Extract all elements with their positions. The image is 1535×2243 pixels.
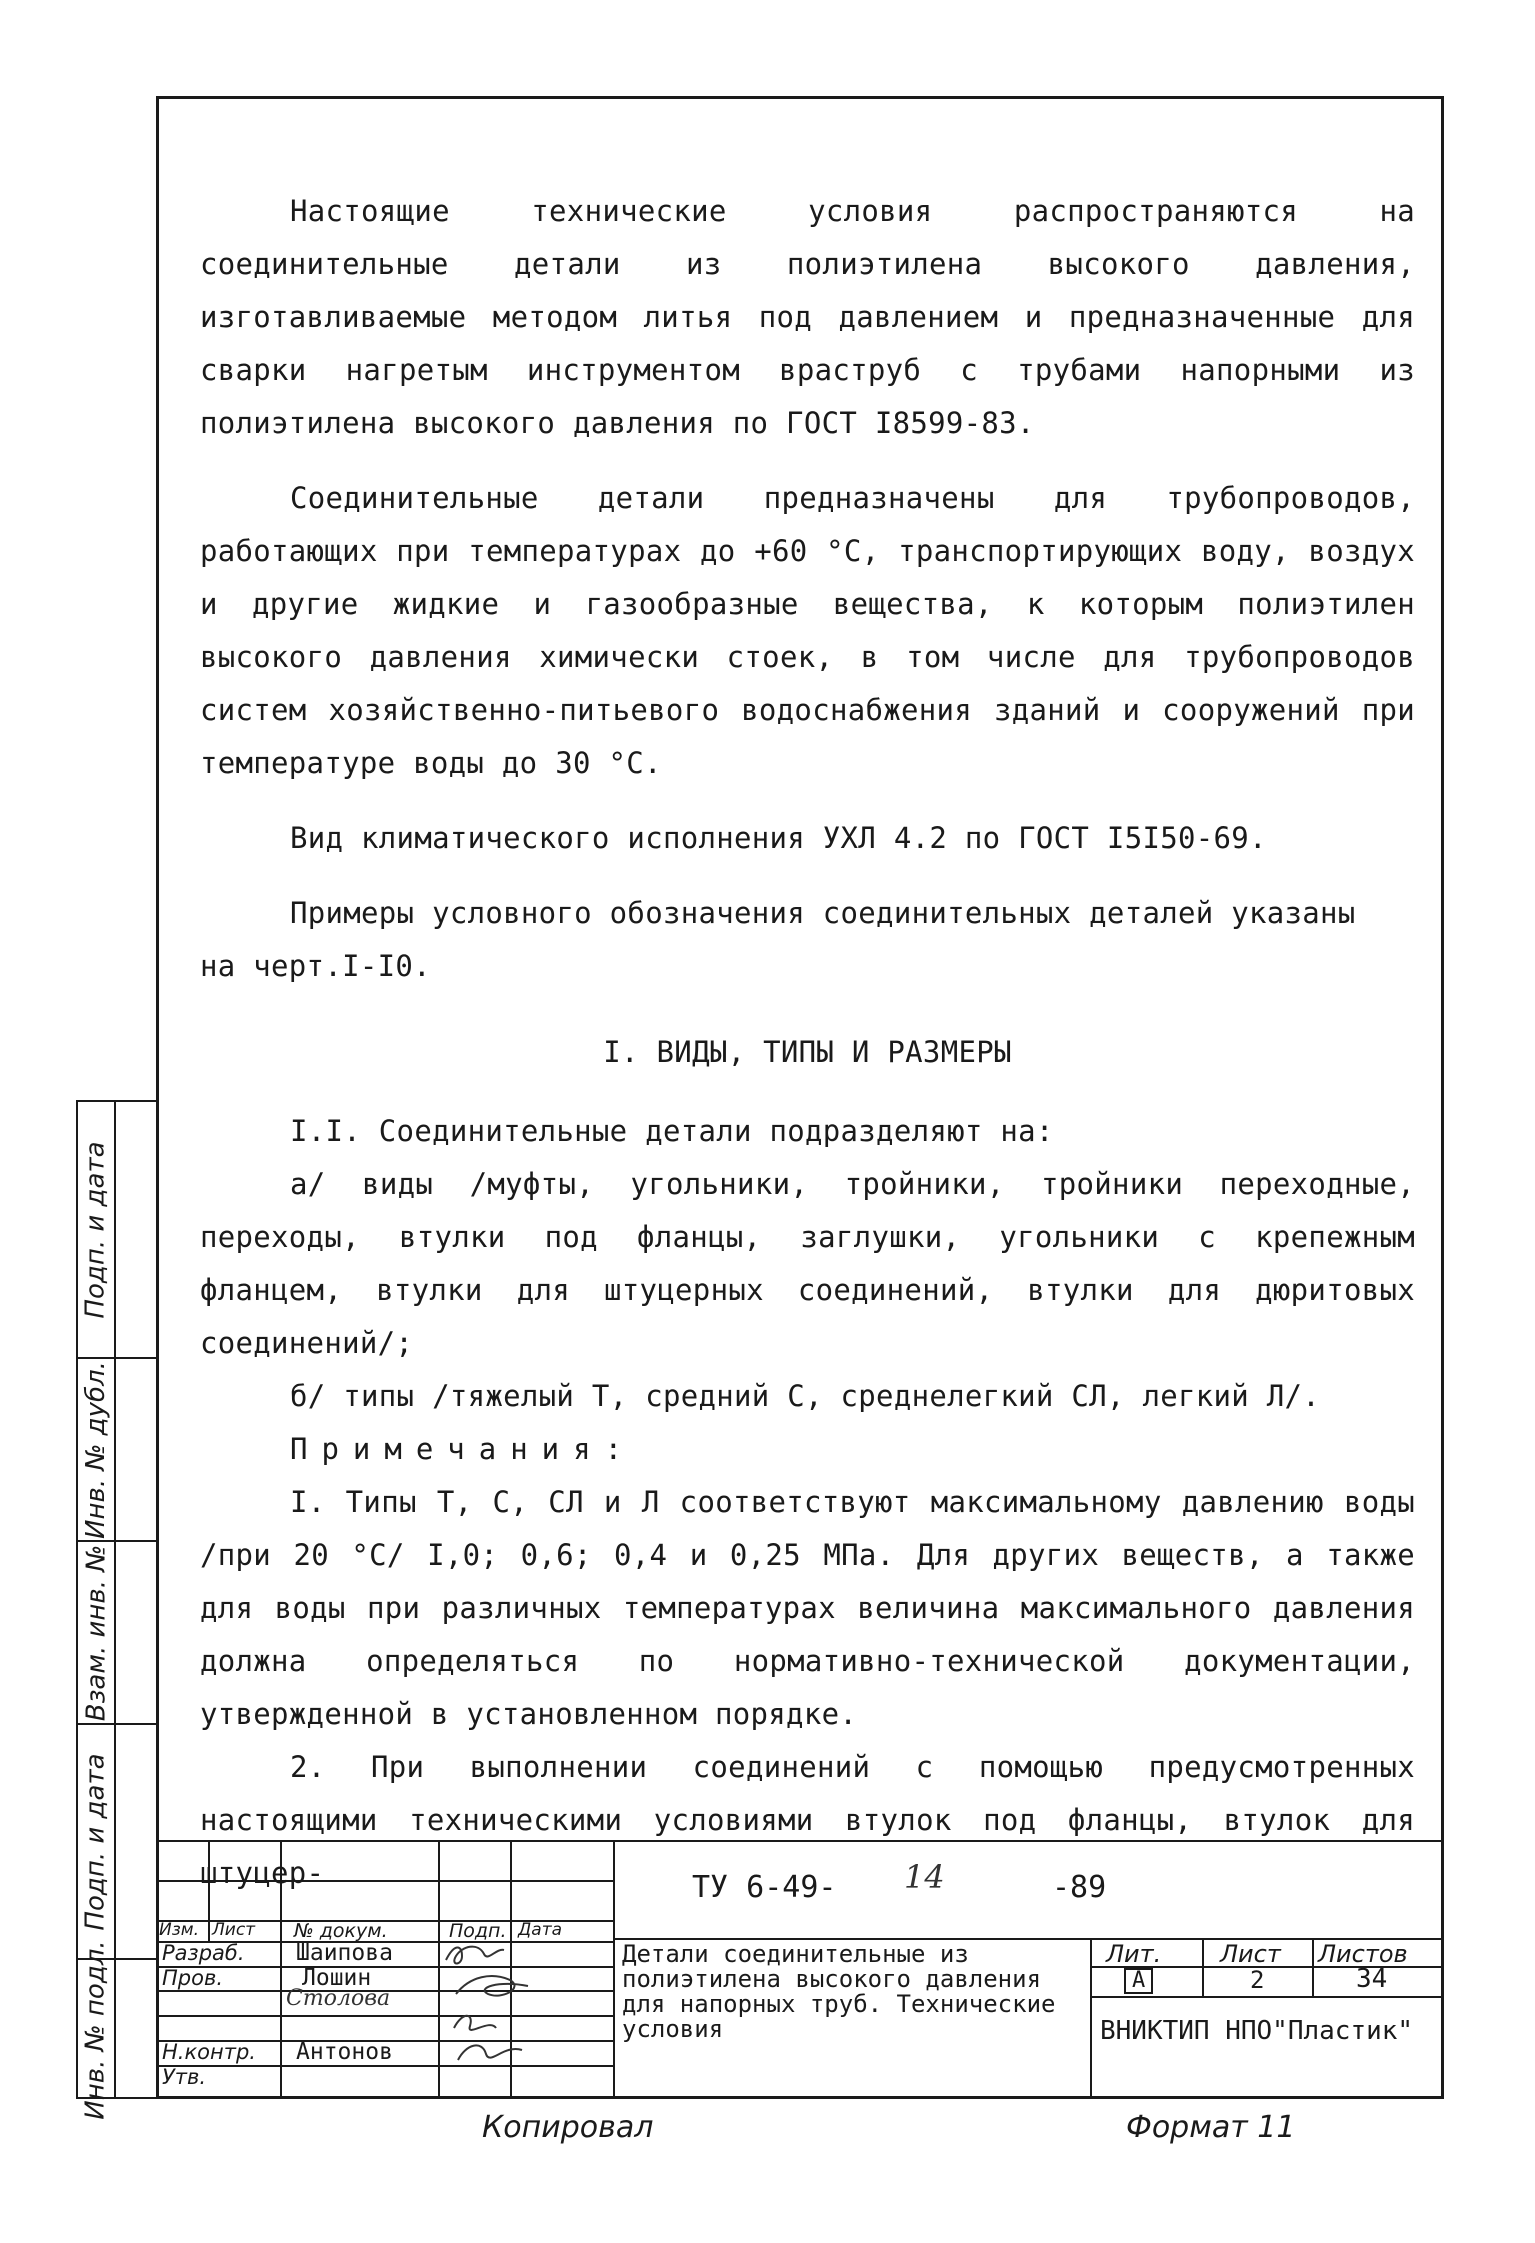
title-block (156, 1840, 1444, 2099)
doc-title: Детали соединительные из полиэтилена высокого давления для напорных труб. Технические условия (622, 1940, 1056, 2043)
name-nkontr: Антонов (296, 2039, 393, 2065)
doc-number-handwritten: 14 (904, 1858, 945, 1896)
note-2: 2. При выполнении соединений с помощью предусмотренных настоящими техническими условиями втулок под фланцы, втулок для штуцер- (200, 1750, 1415, 1890)
paragraph-examples-tail: на черт.I-I0. (200, 949, 431, 983)
note-1: I. Типы Т, С, СЛ и Л соответствуют максимальному давлению воды /при 20 °С/ I,0; 0,6; 0,4 и 0,25 МПа. Для других веществ, а также для воды при различных температурах величина максимального давления должна определяться по нормативно-технической документации, утвержденной в установленном порядке. (200, 1485, 1415, 1731)
col-podp: Подп. (449, 1920, 507, 1942)
doc-number-prefix: ТУ 6-49- (692, 1870, 837, 1905)
paragraph-scope: Настоящие технические условия распространяются на соединительные детали из полиэтилена высокого давления, изготавливаемые методом литья под давлением и предназначенные для сварки нагретым инструментом враструб с трубами напорными из полиэтилена высокого давления по ГОСТ I8599-83. (200, 194, 1415, 440)
row-razrab: Разраб. (162, 1941, 245, 1965)
side-cell-podp-data-bottom (78, 1723, 158, 1958)
section-heading: I. ВИДЫ, ТИПЫ И РАЗМЕРЫ (603, 1035, 1012, 1069)
side-cell-podp-data-top (78, 1102, 158, 1357)
side-cell-inv-dubl (78, 1357, 158, 1540)
name-prov: Лошин (302, 1965, 372, 1991)
paragraph-purpose: Соединительные детали предназначены для трубопроводов, работающих при температурах до +60 °С, транспортирующих воду, воздух и другие жидкие и газообразные вещества, к которым полиэтилен высокого давления химически стоек, в том числе для трубопроводов систем хозяйственно-питьевого водоснабжения зданий и сооружений при температуре воды до 30 °С. (200, 481, 1415, 780)
name-razrab: Шаипова (296, 1940, 393, 1966)
item-1-1: I.I. Соединительные детали подразделяют на: (290, 1114, 1054, 1148)
side-label: Инв. № дубл. (81, 1360, 112, 1539)
item-b: б/ типы /тяжелый Т, средний С, среднелегкий СЛ, легкий Л/. (290, 1379, 1321, 1413)
organization: ВНИКТИП НПО"Пластик" (1100, 2016, 1414, 2046)
side-label: Подп. и дата (81, 1140, 111, 1319)
col-data: Дата (518, 1920, 563, 1940)
side-label: Взам. инв. № (81, 1544, 111, 1721)
paragraph-examples: Примеры условного обозначения соединительных деталей указаны (290, 896, 1356, 930)
lit-value: А (1124, 1968, 1153, 1994)
side-label: Инв. № подл. (81, 1939, 111, 2120)
row-utv: Утв. (162, 2065, 207, 2089)
notes-label: Примечания: (290, 1432, 637, 1466)
list-value: 2 (1250, 1966, 1265, 1994)
col-list: Лист (212, 1920, 256, 1940)
listov-label: Листов (1318, 1940, 1408, 1968)
col-izm: Изм. (159, 1920, 199, 1940)
side-stamp (76, 1100, 156, 2120)
row-prov: Пров. (162, 1966, 224, 1990)
signature-scribbles (440, 1936, 540, 2071)
lit-label: Лит. (1106, 1940, 1162, 1968)
doc-number-suffix: -89 (1052, 1870, 1107, 1905)
side-label: Подп. и дата (81, 1752, 111, 1931)
item-a: а/ виды /муфты, угольники, тройники, тройники переходные, переходы, втулки под фланцы, заглушки, угольники с крепежным фланцем, втулки для штуцерных соединений, втулки для дюритовых соединений/; (200, 1167, 1415, 1360)
paragraph-climate: Вид климатического исполнения УХЛ 4.2 по ГОСТ I5I50-69. (290, 821, 1267, 855)
row-nkontr: Н.контр. (162, 2040, 256, 2064)
side-cell-vzam-inv (78, 1540, 158, 1723)
col-ndokum: № докум. (294, 1920, 388, 1942)
side-cell-inv-podl (78, 1939, 158, 2120)
footer-format: Формат 11 (1126, 2110, 1296, 2145)
listov-value: 34 (1356, 1964, 1388, 1994)
list-label: Лист (1220, 1940, 1281, 1968)
name-extra: Столова (286, 1986, 391, 2011)
footer-copied: Копировал (482, 2110, 654, 2145)
document-body (200, 185, 1415, 1900)
